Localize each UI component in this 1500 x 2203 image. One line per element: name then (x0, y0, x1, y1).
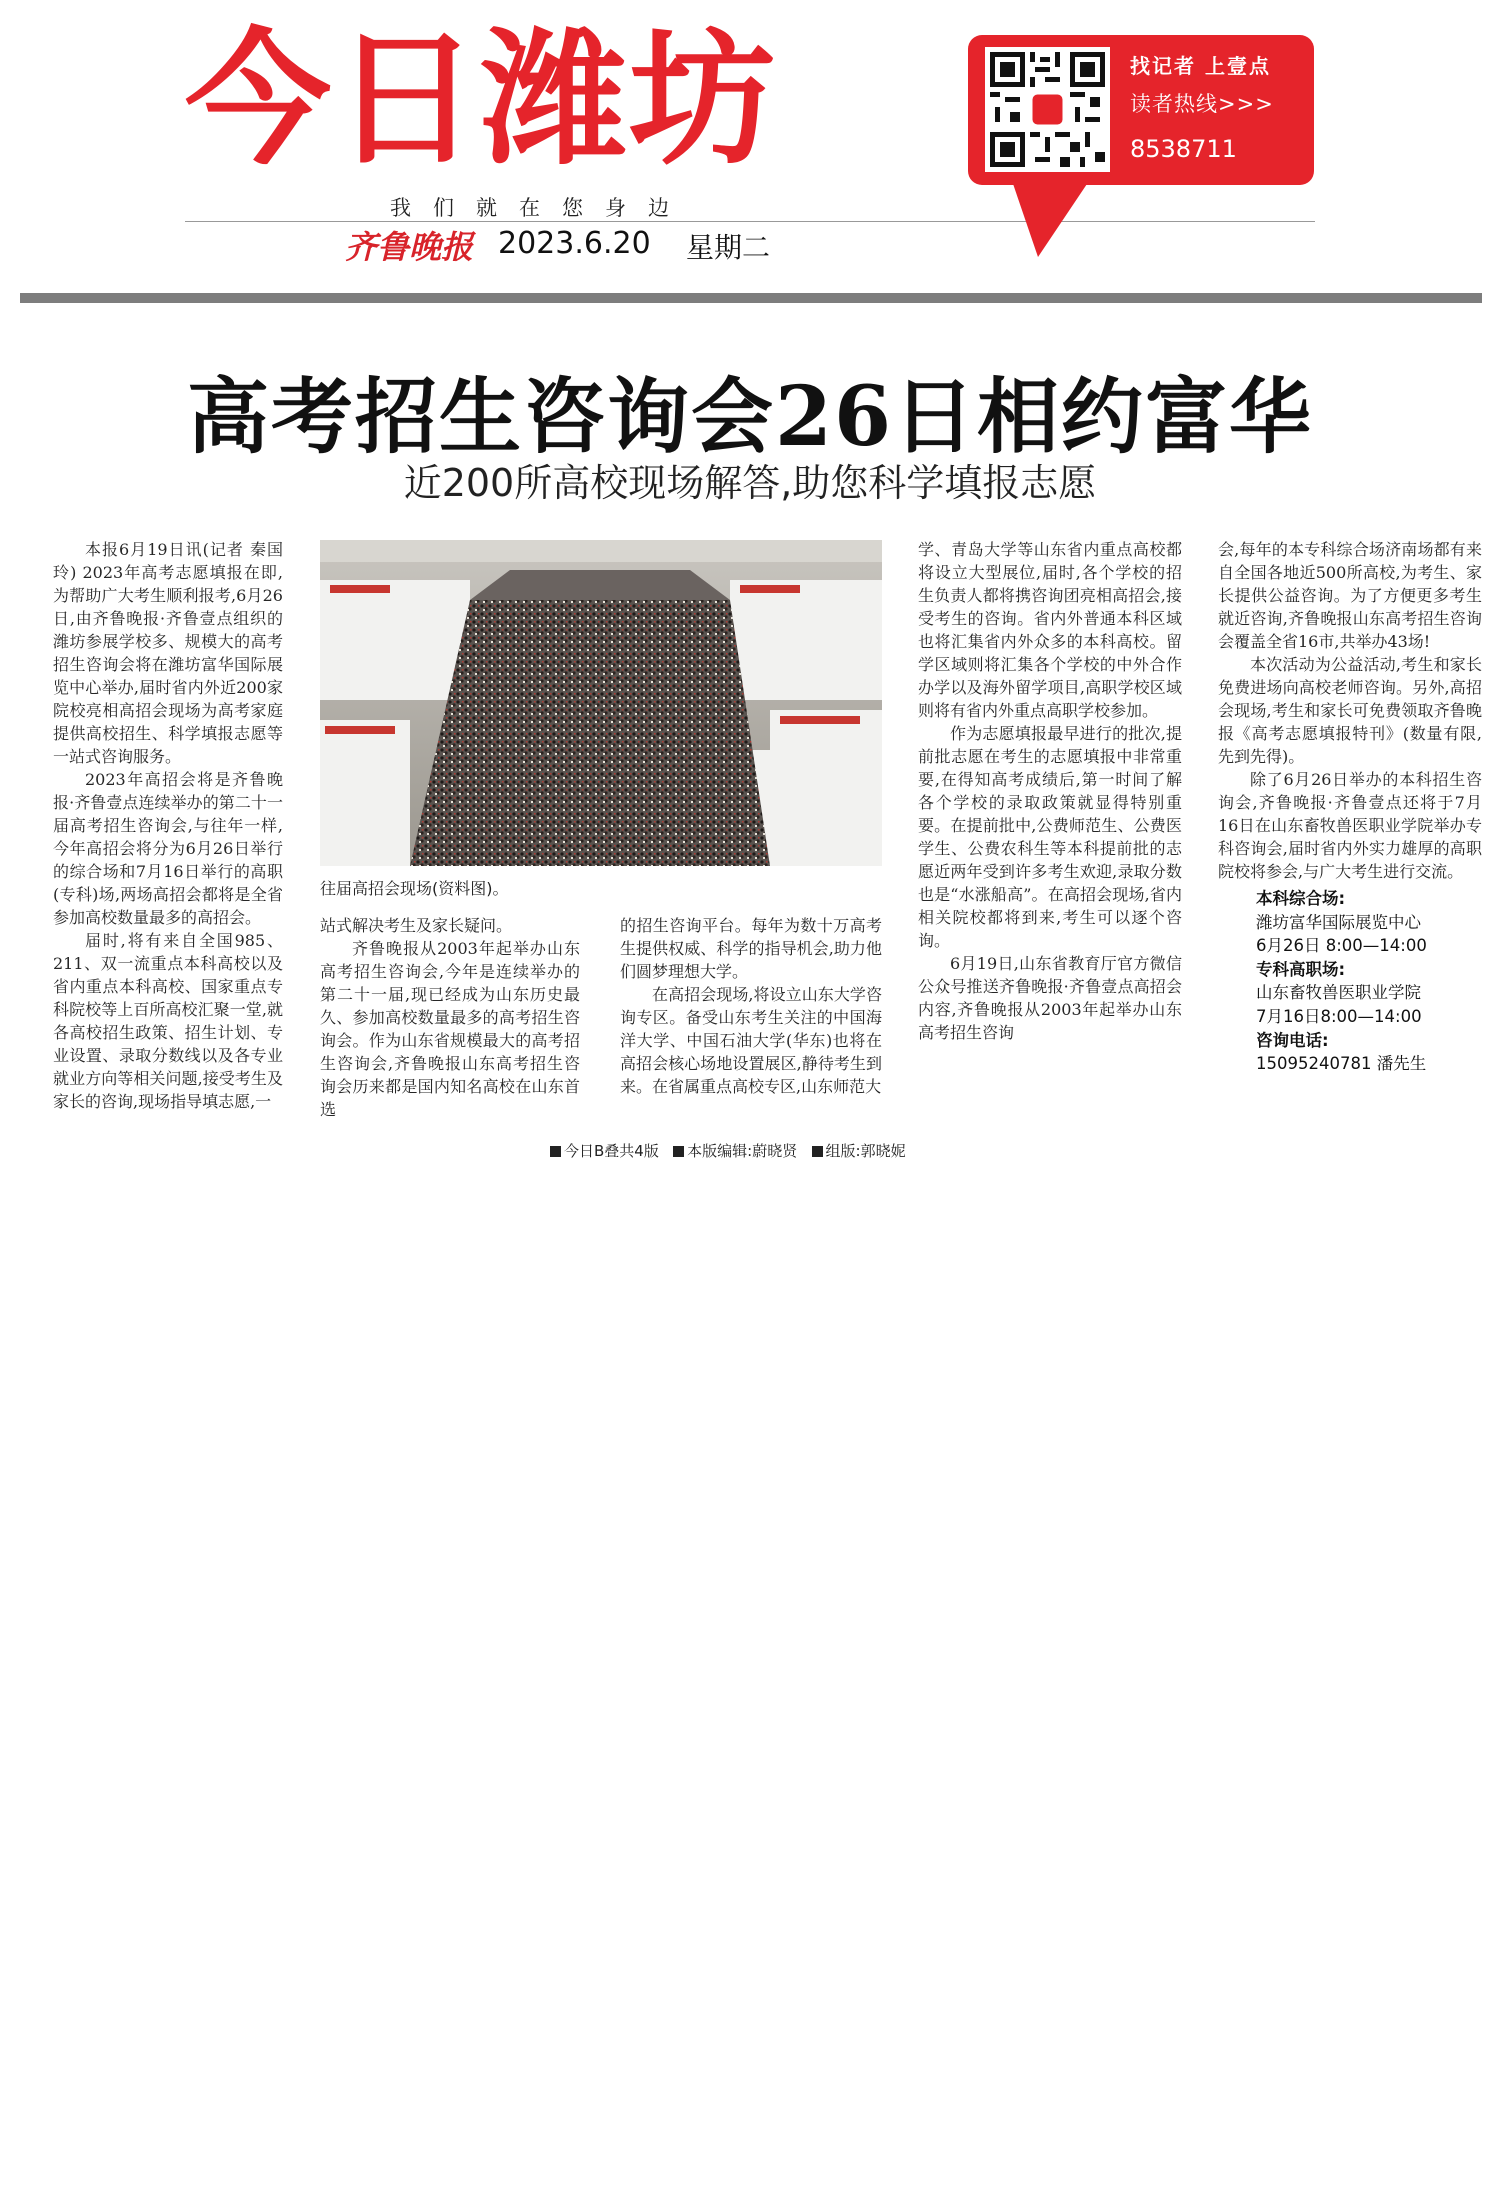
footer-layout: 组版:郭晓妮 (825, 1142, 906, 1160)
paragraph: 2023年高招会将是齐鲁晚报·齐鲁壹点连续举办的第二十一届高考招生咨询会,与往年一样,今年高招会将分为6月26日举行的综合场和7月16日举行的高职(专科)场,两场高招会都将是全省参加高校数量最多的高招会。 (53, 770, 283, 927)
square-bullet-icon (812, 1146, 823, 1157)
photo-caption: 往届高招会现场(资料图)。 (320, 879, 509, 898)
hotline-number[interactable]: 8538711 (1130, 135, 1237, 163)
undergrad-venue: 潍坊富华国际展览中心 (1256, 912, 1421, 932)
square-bullet-icon (550, 1146, 561, 1157)
phone-label: 咨询电话: (1256, 1030, 1329, 1050)
article-column-4 (918, 538, 1182, 1044)
paragraph: 6月19日,山东省教育厅官方微信公众号推送齐鲁晚报·齐鲁壹点高招会内容,齐鲁晚报从2003年起举办山东高考招生咨询 (918, 954, 1182, 1042)
paragraph: 本报6月19日讯(记者 秦国玲) 2023年高考志愿填报在即,为帮助广大考生顺利报考,6月26日,由齐鲁晚报·齐鲁壹点组织的潍坊参展学校多、规模大的高考招生咨询会将在潍坊富华国际展览中心举办,届时省内外近200家院校亮相高招会现场为高考家庭提供高校招生、科学填报志愿等一站式咨询服务。 (53, 540, 283, 766)
publication-weekday: 星期二 (686, 231, 771, 264)
paragraph: 会,每年的本专科综合场济南场都有来自全国各地近500所高校,为考生、家长提供公益咨询。为了方便更多考生就近咨询,齐鲁晚报山东高考招生咨询会覆盖全省16市,共举办43场! (1218, 540, 1482, 651)
reader-hotline-label: 读者热线>>> (1130, 92, 1274, 116)
event-info-box (1218, 887, 1482, 1076)
footer-editor: 本版编辑:蔚晓贤 (687, 1142, 798, 1160)
article-column-2 (320, 914, 580, 1121)
undergrad-time: 6月26日 8:00—14:00 (1256, 936, 1427, 956)
paragraph: 除了6月26日举办的本科招生咨询会,齐鲁晚报·齐鲁壹点还将于7月16日在山东畜牧兽医职业学院举办专科咨询会,届时省内外实力雄厚的高职院校将参会,与广大考生进行交流。 (1218, 770, 1482, 881)
undergrad-venue-label: 本科综合场: (1256, 889, 1346, 908)
paragraph: 在高招会现场,将设立山东大学咨询专区。备受山东考生关注的中国海洋大学、中国石油大学(华东)也将在高招会核心场地设置展区,静待考生到来。在省属重点高校专区,山东师范大 (620, 985, 882, 1096)
qr-code-icon[interactable] (985, 47, 1110, 172)
header-rule (20, 293, 1482, 303)
paragraph: 作为志愿填报最早进行的批次,提前批志愿在考生的志愿填报中非常重要,在得知高考成绩后,第一时间了解各个学校的录取政策就显得特别重要。在提前批中,公费师范生、公费医学生、公费农科生等本科提前批的志愿近两年受到许多考生欢迎,录取分数也是“水涨船高”。在高招会现场,省内相关院校都将到来,考生可以逐个咨询。 (918, 724, 1182, 950)
contact-phone[interactable]: 15095240781 潘先生 (1256, 1054, 1427, 1074)
article-column-1 (53, 538, 283, 1113)
paragraph: 齐鲁晚报从2003年起举办山东高考招生咨询会,今年是连续举办的第二十一届,现已经成为山东历史最久、参加高校数量最多的高考招生咨询会。作为山东省规模最大的高考招生咨询会,齐鲁晚报山东高考招生咨询会历来都是国内知名高校在山东首选 (320, 939, 580, 1119)
find-reporter-text: 找记者 上壹点 (1130, 54, 1271, 78)
article-column-3 (620, 914, 882, 1098)
article-column-5 (1218, 538, 1482, 1076)
expo-crowd-photo (320, 540, 882, 866)
paragraph: 届时,将有来自全国985、211、双一流重点本科高校以及省内重点本科高校、国家重点专科院校等上百所高校汇聚一堂,就各高校招生政策、招生计划、专业设置、录取分数线以及各专业就业方向等相关问题,接受考生及家长的咨询,现场指导填志愿,一 (53, 931, 283, 1111)
masthead-slogan: 我们就在您身边 (390, 196, 691, 220)
paragraph: 本次活动为公益活动,考生和家长免费进场向高校老师咨询。另外,高招会现场,考生和家长可免费领取齐鲁晚报《高考志愿填报特刊》(数量有限,先到先得)。 (1218, 655, 1482, 766)
footer-edition: 今日B叠共4版 (564, 1142, 659, 1160)
vocational-venue-label: 专科高职场: (1256, 959, 1346, 979)
masthead-title: 今日潍坊 (185, 15, 777, 185)
paragraph: 学、青岛大学等山东省内重点高校都将设立大型展位,届时,各个学校的招生负责人都将携咨询团亮相高招会,接受考生的咨询。省内外普通本科区域也将汇集省内外众多的本科高校。留学区域则将汇集各个学校的中外合作办学以及海外留学项目,高职学校区域则将有省内外重点高职学校参加。 (918, 540, 1182, 720)
article-headline: 高考招生咨询会26日相约富华 (186, 369, 1314, 465)
article-subhead: 近200所高校现场解答,助您科学填报志愿 (403, 461, 1097, 505)
vocational-time: 7月16日8:00—14:00 (1256, 1006, 1422, 1026)
paragraph: 站式解决考生及家长疑问。 (320, 916, 513, 935)
square-bullet-icon (673, 1146, 684, 1157)
publication-date: 2023.6.20 (498, 226, 651, 261)
page-footer (550, 1140, 906, 1161)
paragraph: 的招生咨询平台。每年为数十万高考生提供权威、科学的指导机会,助力他们圆梦理想大学。 (620, 916, 882, 981)
paper-name-logo: 齐鲁晚报 (345, 228, 474, 266)
vocational-venue: 山东畜牧兽医职业学院 (1256, 983, 1421, 1003)
speech-bubble-tail (1010, 175, 1093, 257)
